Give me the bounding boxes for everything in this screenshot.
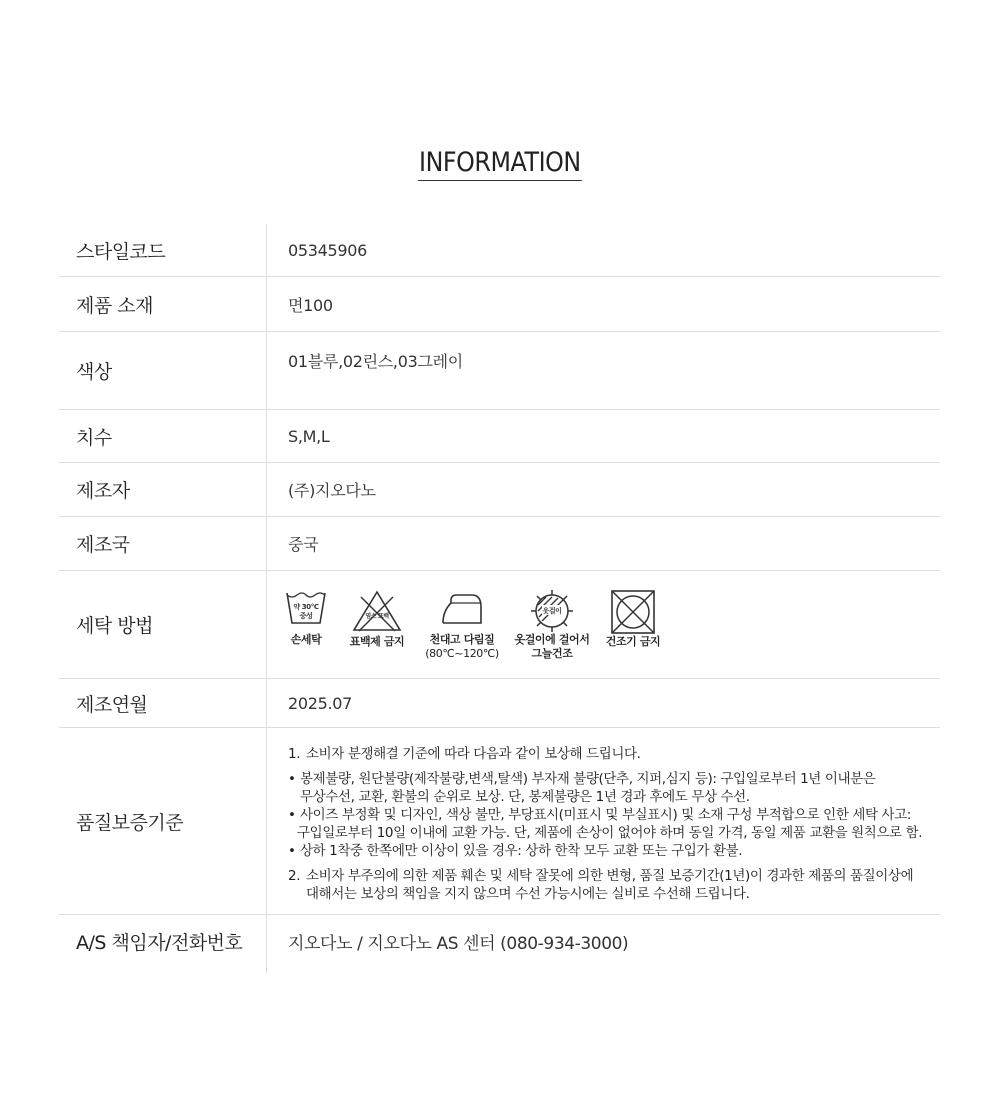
row-wash [59, 571, 940, 679]
style-code-value: 05345906 [288, 240, 368, 260]
wash-item-no-dryer [602, 589, 664, 649]
hang-dry-shade-icon [528, 589, 576, 633]
quality-item-1-text: 소비자 분쟁해결 기준에 따라 다음과 같이 보상해 드립니다. [306, 746, 641, 762]
iron-temp-caption: (80℃~120℃) [425, 647, 499, 660]
hand-wash-temp: 약 30°C [293, 603, 319, 611]
wash-item-iron [422, 589, 502, 661]
hand-wash-detergent: 중성 [299, 612, 313, 620]
row-date [59, 679, 940, 728]
iron-icon [438, 589, 486, 629]
wash-item-no-bleach [344, 589, 410, 649]
quality-bullet-1 [288, 770, 940, 806]
quality-item-2-line-1: 소비자 부주의에 의한 제품 훼손 및 세탁 잘못에 의한 변형, 품질 보증기간(1년)이 경과한 제품의 품질이상에 [306, 868, 914, 884]
country-value: 중국 [288, 535, 319, 554]
wash-label: 세탁 방법 [59, 571, 267, 678]
hang-dry-caption: 옷걸이에 걸어서 [514, 633, 590, 646]
wash-item-hang-dry [510, 589, 594, 661]
row-material [59, 277, 940, 332]
color-value: 01블루,02린스,03그레이 [288, 352, 463, 371]
wash-item-hand-wash [280, 589, 332, 647]
color-label: 색상 [59, 332, 267, 409]
no-bleach-text: 염소 표백 [365, 613, 389, 620]
quality-item-2-num: 2. [288, 868, 301, 884]
quality-bullet-3 [288, 842, 940, 860]
row-style-code [59, 224, 940, 277]
hand-wash-caption: 손세탁 [290, 633, 322, 646]
page-title: INFORMATION [418, 146, 581, 181]
as-label: A/S 책임자/전화번호 [59, 915, 267, 973]
size-label: 치수 [59, 410, 267, 462]
quality-bullet-2-line-1: 사이즈 부정확 및 디자인, 색상 불만, 부당표시(미표시 및 부실표시) 및 소재 구성 부적합으로 인한 세탁 사고: [300, 807, 911, 823]
page-title-wrap [0, 146, 1000, 181]
no-tumble-dry-icon [610, 589, 656, 635]
quality-bullet-3-line-1: 상하 1착중 한쪽에만 이상이 있을 경우: 상하 한착 모두 교환 또는 구입가 환불. [300, 843, 743, 859]
as-value: 지오다노 / 지오다노 AS 센터 (080-934-3000) [288, 934, 629, 954]
hang-dry-text: 옷걸이 [542, 607, 562, 615]
no-dryer-caption: 건조기 금지 [605, 635, 661, 648]
date-label: 제조연월 [59, 679, 267, 727]
hand-wash-icon [284, 589, 328, 629]
material-label: 제품 소재 [59, 277, 267, 331]
wash-value [267, 571, 940, 678]
hang-dry-caption-2: 그늘건조 [531, 647, 573, 660]
row-country [59, 517, 940, 571]
date-value: 2025.07 [288, 693, 353, 713]
country-label: 제조국 [59, 517, 267, 570]
quality-item-2 [288, 867, 940, 903]
quality-value [267, 728, 940, 914]
quality-item-1 [288, 745, 940, 763]
row-as [59, 915, 940, 973]
row-size [59, 410, 940, 463]
maker-label: 제조자 [59, 463, 267, 516]
quality-item-1-num: 1. [288, 746, 301, 762]
quality-bullet-2 [288, 806, 940, 842]
bullet-marker: • [288, 771, 296, 787]
quality-bullet-1-line-1: 봉제불량, 원단불량(제작불량,변색,탈색) 부자재 불량(단추, 지퍼,심지 등): 구입일로부터 1년 이내분은 [300, 771, 876, 787]
row-color [59, 332, 940, 410]
wash-icons [288, 585, 664, 661]
maker-value: (주)지오다노 [288, 481, 376, 500]
no-bleach-caption: 표백제 금지 [349, 635, 405, 648]
no-bleach-icon [351, 589, 403, 633]
row-maker [59, 463, 940, 517]
bullet-marker: • [288, 843, 296, 859]
size-value: S,M,L [288, 426, 330, 446]
quality-label: 품질보증기준 [59, 728, 267, 914]
info-table [59, 224, 940, 973]
bullet-marker: • [288, 807, 296, 823]
style-code-label: 스타일코드 [59, 224, 267, 276]
row-quality [59, 728, 940, 915]
material-value: 면100 [288, 295, 333, 315]
quality-item-2-line-2: 대해서는 보상의 책임을 지지 않으며 수선 가능시에는 실비로 수선해 드립니다. [306, 886, 750, 902]
quality-bullet-2-line-2: 구입일로부터 10일 이내에 교환 가능. 단, 제품에 손상이 없어야 하며 동일 가격, 동일 제품 교환을 원칙으로 함. [297, 825, 923, 841]
iron-caption: 천대고 다림질 [429, 633, 495, 646]
quality-bullet-1-line-2: 무상수선, 교환, 환불의 순위로 보상. 단, 봉제불량은 1년 경과 후에도 무상 수선. [300, 789, 750, 805]
